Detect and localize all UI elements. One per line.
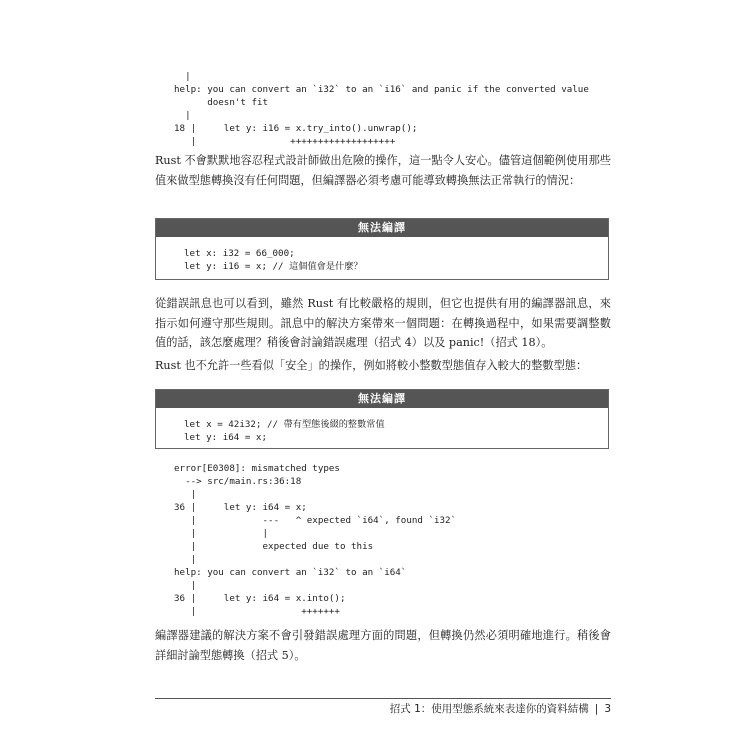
no-compile-box-1 — [155, 218, 609, 280]
paragraph-rust-safety: Rust 不會默默地容忍程式設計師做出危險的操作，這一點令人安心。儘管這個範例使用那些值來做型態轉換沒有任何問題，但編譯器必須考慮可能導致轉換無法正常執行的情況： — [155, 154, 611, 187]
no-compile-code: let x = 42i32; // 帶有型態後綴的整數常值 let y: i64 = x; — [184, 419, 385, 443]
footer-divider — [155, 698, 611, 699]
no-compile-code: let x: i32 = 66_000; let y: i16 = x; // 這個值會是什麼？ — [184, 248, 363, 272]
compiler-error-output: error[E0308]: mismatched types --> src/main.rs:36:18 | 36 | let y: i64 = x; | --- ^ expected `i64`, found `i32` | | | expected due to this | help: you can convert an `i32` to an `i64` | 36 | let y: i64 = x.into(); | +++++++ — [174, 463, 457, 617]
page-number: 3 — [604, 703, 611, 715]
paragraph-suggested-fix: 編譯器建議的解決方案不會引發錯誤處理方面的問題，但轉換仍然必須明確地進行。稍後會詳細討論型態轉換（招式 5）。 — [155, 629, 611, 662]
no-compile-box-2 — [155, 389, 609, 449]
paragraph-error-messages: 從錯誤訊息也可以看到，雖然 Rust 有比較嚴格的規則，但它也提供有用的編譯器訊息，來指示如何遵守那些規則。訊息中的解決方案帶來一個問題：在轉換過程中，如果需要調整數值的話，該怎麼處理？稍後會討論錯誤處理（招式 4）以及 panic!（招式 18）。 — [155, 297, 611, 349]
no-compile-header: 無法編譯 — [156, 219, 608, 237]
page-footer: 招式 1：使用型態系統來表達你的資料結構 | 3 — [389, 703, 611, 715]
compiler-output-snippet: | help: you can convert an `i32` to an `i16` and panic if the converted value doesn't fit | 18 | let y: i16 = x.try_into().unwrap(); | +++++++++++++++++++ — [174, 71, 589, 147]
no-compile-header: 無法編譯 — [156, 390, 608, 408]
paragraph-safe-operations: Rust 也不允許一些看似「安全」的操作，例如將較小整數型態值存入較大的整數型態： — [155, 359, 588, 372]
footer-chapter-title: 招式 1：使用型態系統來表達你的資料結構 — [389, 703, 589, 715]
